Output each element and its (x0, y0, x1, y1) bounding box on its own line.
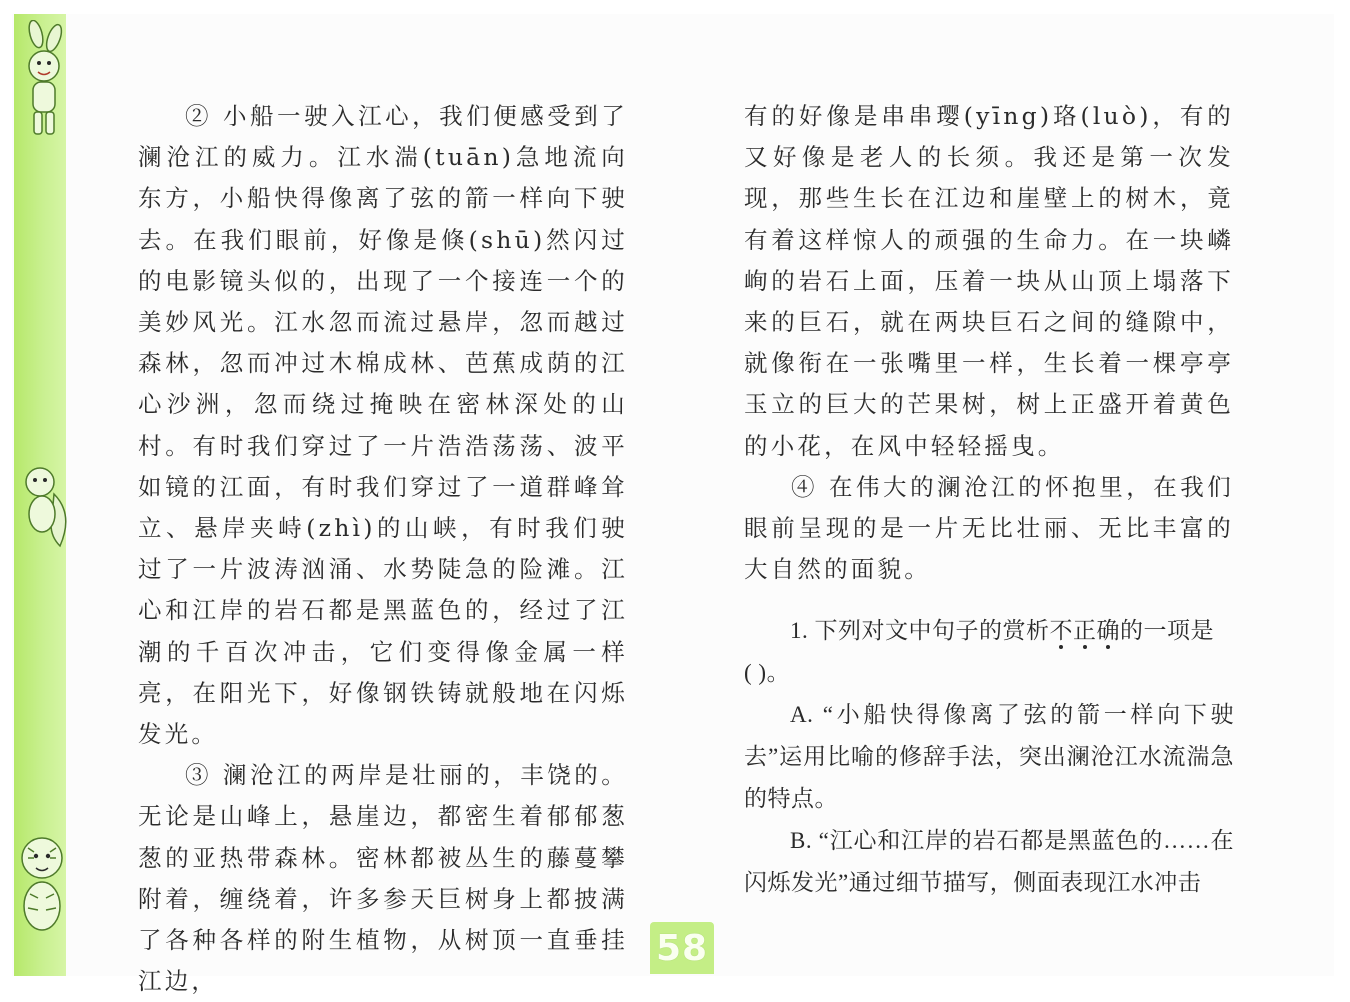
question-1-suffix: 的一项是 (1120, 618, 1214, 644)
left-text-column (138, 96, 628, 1002)
answer-blank: ( )。 (744, 660, 791, 686)
decorative-sidebar (14, 14, 66, 976)
emphasis-dot (1106, 645, 1110, 649)
question-1 (744, 610, 1234, 652)
emphasis-dot (1083, 645, 1087, 649)
rabbit-mascot-icon (14, 20, 74, 150)
right-text-column (744, 96, 1234, 904)
paragraph-3-continued: 有的好像是串串璎(yīng)珞(luò)，有的又好像是老人的长须。我还是第一次发现，那些生长在江边和崖壁上的树木，竟有着这样惊人的顽强的生命力。在一块嶙峋的岩石上面，压着一块从山顶上塌落下来的巨石，就在两块巨石之间的缝隙中，就像衔在一张嘴里一样，生长着一棵亭亭玉立的巨大的芒果树，树上正盛开着黄色的小花，在风中轻轻摇曳。 (744, 102, 1234, 460)
emphasis-char: 正 (1073, 618, 1097, 643)
emphasis-char: 确 (1097, 618, 1121, 643)
squirrel-mascot-icon (14, 454, 74, 554)
emphasis-char: 不 (1050, 618, 1074, 643)
page-number: 58 (650, 922, 714, 974)
paragraph-4: ④ 在伟大的澜沧江的怀抱里，在我们眼前呈现的是一片无比壮丽、无比丰富的大自然的面貌。 (744, 472, 1234, 584)
question-1-prefix: 1. 下列对文中句子的赏析 (790, 618, 1050, 644)
option-b: B. “江心和江岸的岩石都是黑蓝色的……在闪烁发光”通过细节描写，侧面表现江水冲击 (744, 828, 1234, 896)
paragraph-2: ② 小船一驶入江心，我们便感受到了澜沧江的威力。江水湍(tuān)急地流向东方，小船快得像离了弦的箭一样向下驶去。在我们眼前，好像是倏(shū)然闪过的电影镜头似的，出现了一个接连一个的美妙风光。江水忽而流过悬岸，忽而越过森林，忽而冲过木棉成林、芭蕉成荫的江心沙洲，忽而绕过掩映在密林深处的山村。有时我们穿过了一片浩浩荡荡、波平如镜的江面，有时我们穿过了一道群峰耸立、悬岸夹峙(zhì)的山峡，有时我们驶过了一片波涛汹涌、水势陡急的险滩。江心和江岸的岩石都是黑蓝色的，经过了江潮的千百次冲击，它们变得像金属一样亮，在阳光下，好像钢铁铸就般地在闪烁发光。 (138, 102, 628, 749)
tiger-mascot-icon (14, 822, 74, 942)
option-a: A. “小船快得像离了弦的箭一样向下驶去”运用比喻的修辞手法，突出澜沧江水流湍急的特点。 (744, 702, 1234, 812)
emphasis-dot (1059, 645, 1063, 649)
paragraph-3: ③ 澜沧江的两岸是壮丽的，丰饶的。无论是山峰上，悬崖边，都密生着郁郁葱葱的亚热带森林。密林都被丛生的藤蔓攀附着，缠绕着，许多参天巨树身上都披满了各种各样的附生植物，从树顶一直垂挂江边， (138, 761, 628, 996)
